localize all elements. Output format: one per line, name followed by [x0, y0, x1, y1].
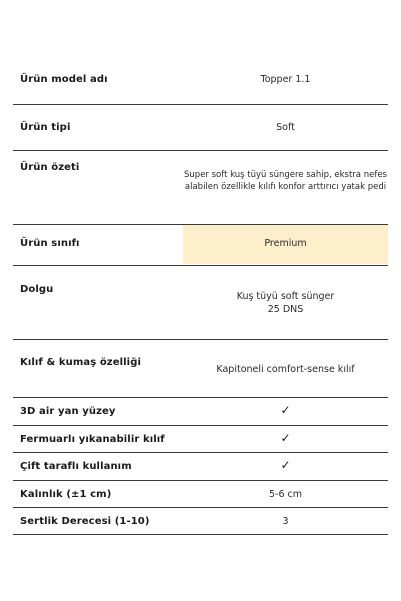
spec-value: Soft: [276, 122, 295, 133]
spec-row-double-sided: [13, 453, 388, 481]
spec-label: Fermuarlı yıkanabilir kılıf: [20, 434, 165, 445]
spec-row-3d-air: [13, 398, 388, 426]
spec-row-thickness: [13, 481, 388, 508]
spec-label: Ürün model adı: [20, 74, 108, 85]
spec-value: 5-6 cm: [268, 489, 302, 500]
spec-row-product-type: [13, 105, 388, 151]
spec-label: Çift taraflı kullanım: [20, 461, 132, 472]
spec-label: Kılıf & kumaş özelliği: [20, 357, 141, 368]
check-icon: ✓: [280, 458, 291, 472]
spec-label: Ürün sınıfı: [20, 238, 80, 249]
spec-row-product-class: [13, 225, 388, 266]
spec-value: 3: [282, 516, 289, 527]
spec-value: Premium: [264, 238, 307, 249]
check-icon: ✓: [280, 431, 291, 445]
spec-row-zipper-cover: [13, 426, 388, 453]
spec-label: Ürün tipi: [20, 122, 71, 133]
spec-row-model-name: [13, 55, 388, 105]
spec-value: Topper 1.1: [260, 74, 311, 85]
spec-label: Sertlik Derecesi (1-10): [20, 516, 150, 527]
spec-value: Kapitoneli comfort-sense kılıf: [216, 364, 355, 375]
spec-value: Kuş tüyü soft sünger 25 DNS: [236, 291, 335, 315]
spec-row-filling: [13, 266, 388, 340]
check-icon: ✓: [280, 403, 291, 417]
spec-row-firmness: [13, 508, 388, 535]
spec-label: 3D air yan yüzey: [20, 406, 116, 417]
spec-label: Kalınlık (±1 cm): [20, 489, 112, 500]
spec-value: Super soft kuş tüyü süngere sahip, ekstra nefes alabilen özellikle kılıfı konfor arttırıcı yatak pedi: [184, 170, 387, 192]
spec-label: Ürün özeti: [20, 162, 80, 173]
spec-row-cover-fabric: [13, 340, 388, 398]
spec-label: Dolgu: [20, 284, 54, 295]
spec-row-product-summary: [13, 151, 388, 225]
